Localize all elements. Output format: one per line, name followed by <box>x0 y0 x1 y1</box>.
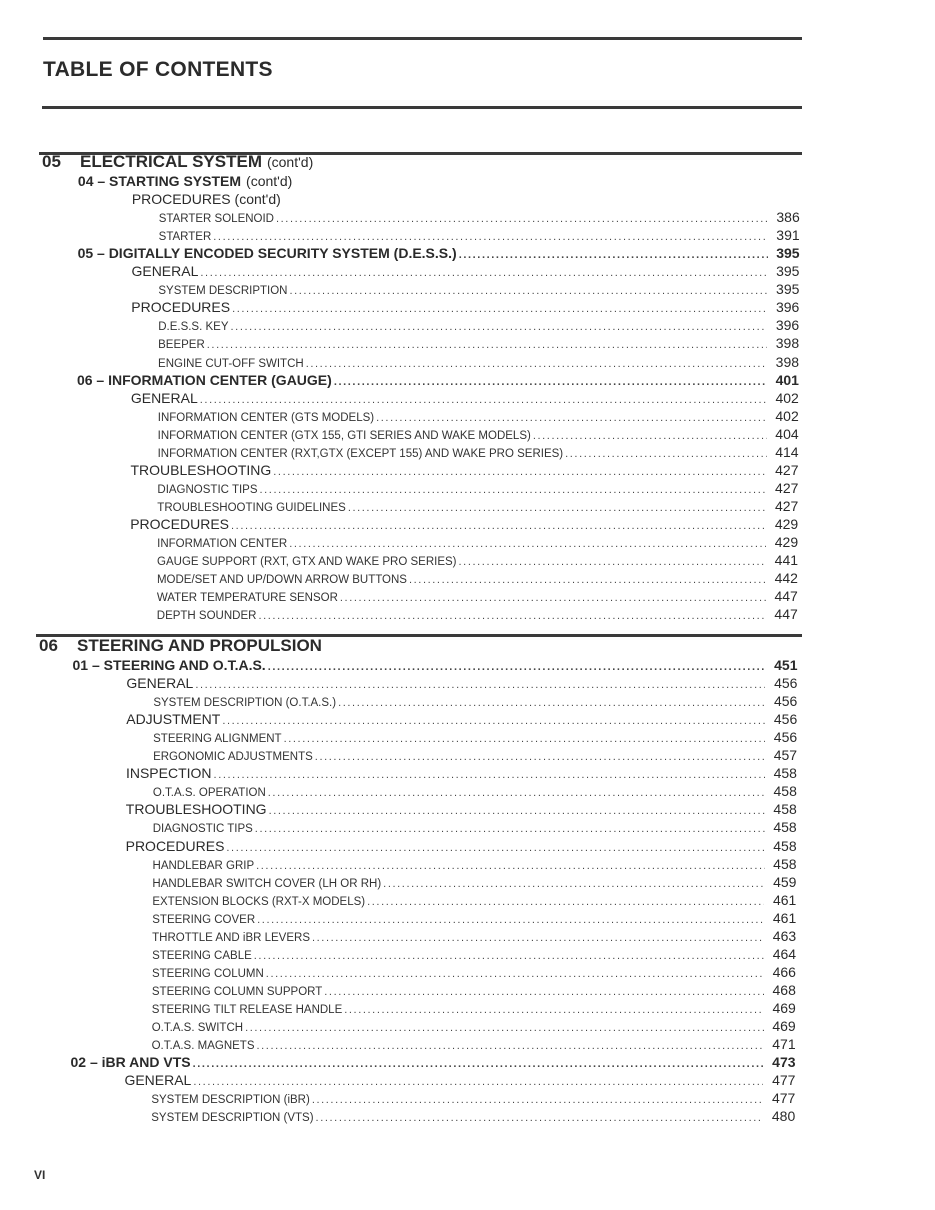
section-title: STEERING AND PROPULSION <box>77 636 322 655</box>
dot-leader <box>289 538 766 550</box>
dot-leader <box>315 751 765 763</box>
dot-leader <box>348 502 766 514</box>
toc-entry[interactable] <box>152 910 796 926</box>
toc-entry[interactable] <box>153 747 797 763</box>
toc-entry[interactable] <box>157 480 798 496</box>
toc-entry-page: 395 <box>776 263 800 280</box>
dot-leader <box>268 661 766 673</box>
toc-entry-label: STEERING COVER <box>152 913 256 926</box>
toc-entry-page: 458 <box>773 783 797 800</box>
toc-entry-label: STEERING COLUMN <box>151 967 264 980</box>
toc-entry-label: SYSTEM DESCRIPTION (VTS) <box>151 1112 314 1125</box>
toc-entry-page: 468 <box>772 981 796 998</box>
toc-entry-label: INSPECTION <box>125 765 212 782</box>
dot-leader <box>268 787 765 799</box>
toc-entry[interactable] <box>152 1036 796 1052</box>
toc-entry-label: EXTENSION BLOCKS (RXT-X MODELS) <box>152 895 366 908</box>
toc-entry-page: 473 <box>772 1054 796 1071</box>
toc-entry[interactable] <box>130 462 798 478</box>
section-suffix: (cont'd) <box>266 154 314 170</box>
toc-entry-label: SYSTEM DESCRIPTION (iBR) <box>151 1094 310 1107</box>
page-number: VI <box>34 1168 46 1182</box>
toc-entry-label: 02 – iBR AND VTS <box>70 1054 191 1071</box>
toc-entry[interactable] <box>153 729 797 745</box>
toc-entry-page: 442 <box>774 570 798 587</box>
toc-entry-page: 401 <box>775 371 799 388</box>
toc-entry[interactable] <box>130 516 798 532</box>
toc-entry-label: STEERING CABLE <box>152 949 252 962</box>
toc-entry-label: WATER TEMPERATURE SENSOR <box>156 592 338 605</box>
toc-entry[interactable] <box>157 570 798 586</box>
toc-entry-page: 466 <box>772 963 796 980</box>
toc-entry-label: STEERING ALIGNMENT <box>153 733 282 746</box>
toc-entry-page: 458 <box>773 801 797 818</box>
toc-entry-page: 414 <box>775 443 799 460</box>
toc-entry[interactable] <box>158 281 799 297</box>
toc-entry[interactable] <box>131 390 799 406</box>
dot-leader <box>289 285 767 297</box>
dot-leader <box>258 610 765 622</box>
toc-entry[interactable] <box>151 1090 795 1106</box>
dot-leader <box>565 448 766 460</box>
toc-entry-page: 427 <box>775 479 799 496</box>
toc-entry-page: 429 <box>774 515 799 532</box>
dot-leader <box>257 1040 764 1052</box>
toc-entry-page: 456 <box>773 711 798 728</box>
toc-entry-label: DIAGNOSTIC TIPS <box>157 483 258 496</box>
toc-entry-label: INFORMATION CENTER (GTS MODELS) <box>157 411 375 424</box>
dot-leader <box>459 556 767 568</box>
toc-entry[interactable] <box>77 372 799 388</box>
toc-entry-label: SYSTEM DESCRIPTION (O.T.A.S.) <box>153 697 337 710</box>
toc-entry-label: 04 – STARTING SYSTEM <box>77 173 242 189</box>
toc-entry[interactable] <box>152 874 796 890</box>
section-number: 06 <box>39 636 58 655</box>
toc-entry-label: PROCEDURES <box>130 515 230 532</box>
toc-entry[interactable] <box>157 498 798 514</box>
toc-entry-page: 461 <box>772 909 797 926</box>
toc-entry[interactable] <box>152 928 796 944</box>
toc-entry[interactable] <box>157 588 798 604</box>
toc-entry[interactable] <box>157 606 798 622</box>
dot-leader <box>409 574 766 586</box>
toc-entry-page: 447 <box>774 588 798 605</box>
toc-entry-label: O.T.A.S. SWITCH <box>151 1022 244 1034</box>
toc-entry[interactable] <box>152 1018 796 1034</box>
section-title: ELECTRICAL SYSTEM <box>80 152 262 171</box>
toc-entry-label: HANDLEBAR GRIP <box>152 859 255 872</box>
toc-entry-label: STEERING COLUMN SUPPORT <box>151 985 323 998</box>
dot-leader <box>200 267 767 279</box>
toc-entry[interactable] <box>126 675 797 691</box>
toc-entry-label: STEERING TILT RELEASE HANDLE <box>151 1003 343 1016</box>
toc-entry[interactable] <box>151 1108 795 1124</box>
toc-entry-page: 477 <box>772 1072 796 1089</box>
toc-entry-label: ADJUSTMENT <box>126 711 221 728</box>
dot-leader <box>231 321 768 333</box>
toc-entry-page: 395 <box>776 281 800 298</box>
dot-leader <box>376 412 767 424</box>
toc-entry[interactable] <box>152 892 796 908</box>
toc-entry-label: GENERAL <box>126 675 194 692</box>
dot-leader <box>340 592 766 604</box>
toc-entry-label: STARTER SOLENOID <box>158 213 274 226</box>
toc-entry-page: 456 <box>773 729 798 746</box>
toc-entry-label: INFORMATION CENTER (RXT,GTX (EXCEPT 155) AND WAKE PRO SERIES) <box>157 447 564 460</box>
dot-leader <box>231 520 766 532</box>
toc-entry-label: BEEPER <box>158 339 205 352</box>
dot-leader <box>214 769 765 781</box>
toc-entry[interactable] <box>126 765 797 781</box>
toc-entry-label: MODE/SET AND UP/DOWN ARROW BUTTONS <box>156 574 407 587</box>
dot-leader <box>213 231 767 243</box>
toc-entry[interactable] <box>153 783 797 799</box>
toc-entry[interactable] <box>152 982 796 998</box>
toc-entry-label: DIAGNOSTIC TIPS <box>152 823 253 836</box>
toc-entry-page: 386 <box>776 209 800 226</box>
toc-entry-page: 469 <box>772 1018 796 1034</box>
toc-entry[interactable] <box>124 1072 795 1088</box>
toc-entry[interactable] <box>152 964 796 980</box>
toc-entry-page: 395 <box>776 245 800 262</box>
toc-entry[interactable] <box>71 1054 796 1070</box>
toc-entry[interactable] <box>73 657 798 673</box>
dot-leader <box>306 358 767 370</box>
toc-entry[interactable] <box>78 245 800 261</box>
toc-entry-label: TROUBLESHOOTING <box>125 801 267 818</box>
toc-entry-page: 456 <box>773 693 798 710</box>
toc-entry-page: 463 <box>772 927 797 944</box>
toc-entry[interactable] <box>158 317 799 333</box>
page-title: TABLE OF CONTENTS <box>43 58 273 81</box>
toc-entry-label: GAUGE SUPPORT (RXT, GTX AND WAKE PRO SERIES) <box>157 556 457 569</box>
toc-entry-label: 05 – DIGITALLY ENCODED SECURITY SYSTEM (D.E.S.S.) <box>77 245 457 262</box>
toc-entry-page: 461 <box>772 891 797 908</box>
toc-entry-label: GENERAL <box>130 389 198 406</box>
toc-entry[interactable] <box>126 801 797 817</box>
toc-entry-page: 458 <box>773 765 797 782</box>
toc-entry-page: 427 <box>774 497 799 514</box>
dot-leader <box>344 1004 764 1016</box>
toc-entry-label: PROCEDURES (cont'd) <box>131 191 281 208</box>
toc-entry[interactable] <box>158 444 799 460</box>
toc-entry-page: 464 <box>772 945 797 962</box>
dot-leader <box>459 249 768 261</box>
dot-leader <box>324 986 764 998</box>
dot-leader <box>533 430 767 442</box>
section-heading[interactable] <box>39 636 327 656</box>
toc-entry[interactable] <box>131 299 799 315</box>
toc-entry-label: PROCEDURES <box>131 299 231 316</box>
toc-entry[interactable] <box>153 693 797 709</box>
toc-entry-label: TROUBLESHOOTING GUIDELINES <box>157 501 346 514</box>
section-heading[interactable] <box>42 152 313 172</box>
dot-leader <box>367 896 764 908</box>
dot-leader <box>338 697 765 709</box>
toc-entry-label: TROUBLESHOOTING <box>130 461 272 478</box>
toc-entry[interactable] <box>158 335 799 351</box>
toc-entry[interactable] <box>131 263 799 279</box>
toc-entry-page: 402 <box>775 407 799 424</box>
toc-entry-page: 459 <box>773 873 797 890</box>
dot-leader <box>257 914 764 926</box>
toc-entry-page: 458 <box>773 819 797 836</box>
toc-entry-label: O.T.A.S. OPERATION <box>152 787 266 800</box>
toc-entry-page: 458 <box>773 837 797 854</box>
toc-entry-label: ERGONOMIC ADJUSTMENTS <box>153 751 313 764</box>
toc-entry-label: GENERAL <box>131 263 199 280</box>
dot-leader <box>232 303 767 315</box>
toc-entry-label: O.T.A.S. MAGNETS <box>151 1040 255 1053</box>
dot-leader <box>222 715 765 727</box>
toc-entry[interactable] <box>159 227 800 243</box>
dot-leader <box>254 950 764 962</box>
toc-entry-page: 447 <box>774 606 798 623</box>
toc-entry-page: 391 <box>776 227 800 244</box>
toc-entry[interactable] <box>152 946 796 962</box>
toc-entry[interactable] <box>153 856 797 872</box>
dot-leader <box>193 1058 764 1070</box>
toc-entry-page: 398 <box>775 335 800 352</box>
dot-leader <box>193 1076 763 1088</box>
dot-leader <box>260 484 767 496</box>
toc-entry-page: 398 <box>775 353 800 370</box>
dot-leader <box>273 466 766 478</box>
toc-entry-label: DEPTH SOUNDER <box>156 610 257 623</box>
toc-entry[interactable] <box>126 711 797 727</box>
toc-entry-label: PROCEDURES <box>125 837 225 854</box>
dot-leader <box>226 842 764 854</box>
dot-leader <box>284 733 766 745</box>
toc-entry[interactable] <box>132 191 800 207</box>
dot-leader <box>334 376 767 388</box>
toc-entry[interactable] <box>158 426 799 442</box>
toc-entry[interactable] <box>78 173 800 189</box>
toc-entry-page: 457 <box>773 747 798 764</box>
toc-entry-label: INFORMATION CENTER <box>157 538 288 550</box>
toc-entry-page: 477 <box>771 1090 796 1107</box>
toc-entry-page: 404 <box>775 425 799 442</box>
dot-leader <box>269 805 765 817</box>
dot-leader <box>266 968 764 980</box>
toc-entry[interactable] <box>126 838 797 854</box>
top-rule <box>43 37 802 40</box>
toc-entry-label: 06 – INFORMATION CENTER (GAUGE) <box>76 371 332 388</box>
dot-leader <box>312 932 764 944</box>
dot-leader <box>316 1112 764 1124</box>
toc-entry-page: 427 <box>775 461 799 478</box>
toc-entry-page: 402 <box>775 389 799 406</box>
dot-leader <box>245 1022 764 1034</box>
dot-leader <box>312 1094 764 1106</box>
toc-entry-page: 471 <box>772 1036 796 1053</box>
toc-entry-page: 441 <box>774 552 799 569</box>
toc-entry[interactable] <box>157 552 798 568</box>
dot-leader <box>276 213 768 225</box>
dot-leader <box>195 679 765 691</box>
toc-entry-page: 396 <box>775 299 800 316</box>
section-number: 05 <box>42 152 61 171</box>
dot-leader <box>200 394 767 406</box>
toc-entry[interactable] <box>157 534 798 550</box>
toc-entry-label: THROTTLE AND iBR LEVERS <box>152 931 310 944</box>
toc-entry-page: 469 <box>772 999 796 1016</box>
dot-leader <box>256 860 764 872</box>
toc-entry-page: 480 <box>771 1108 796 1125</box>
toc-entry[interactable] <box>159 209 800 225</box>
toc-entry-label: STARTER <box>158 231 212 244</box>
dot-leader <box>207 339 767 351</box>
toc-entry-page: 456 <box>774 675 798 692</box>
toc-entry-label: D.E.S.S. KEY <box>158 321 229 334</box>
toc-entry-label: INFORMATION CENTER (GTX 155, GTI SERIES AND WAKE MODELS) <box>157 429 531 442</box>
toc-entry[interactable] <box>158 408 799 424</box>
toc-entry-label: 01 – STEERING AND O.T.A.S. <box>72 657 266 673</box>
toc-entry-label: HANDLEBAR SWITCH COVER (LH OR RH) <box>152 877 382 890</box>
toc-entry-page: 396 <box>775 317 800 334</box>
toc-entry-page: 451 <box>774 657 798 673</box>
toc-entry-label: GENERAL <box>124 1072 192 1089</box>
toc-entry[interactable] <box>158 354 799 370</box>
toc-entry-label: SYSTEM DESCRIPTION <box>158 285 288 298</box>
toc-entry-suffix: (cont'd) <box>246 173 293 189</box>
toc-entry-page: 429 <box>774 534 799 550</box>
toc-entry[interactable] <box>152 1000 796 1016</box>
toc-entry-page: 458 <box>773 855 797 872</box>
dot-leader <box>383 878 764 890</box>
dot-leader <box>255 823 765 835</box>
toc-entry-label: ENGINE CUT-OFF SWITCH <box>158 357 304 370</box>
title-rule <box>42 106 802 109</box>
toc-entry[interactable] <box>153 819 797 835</box>
